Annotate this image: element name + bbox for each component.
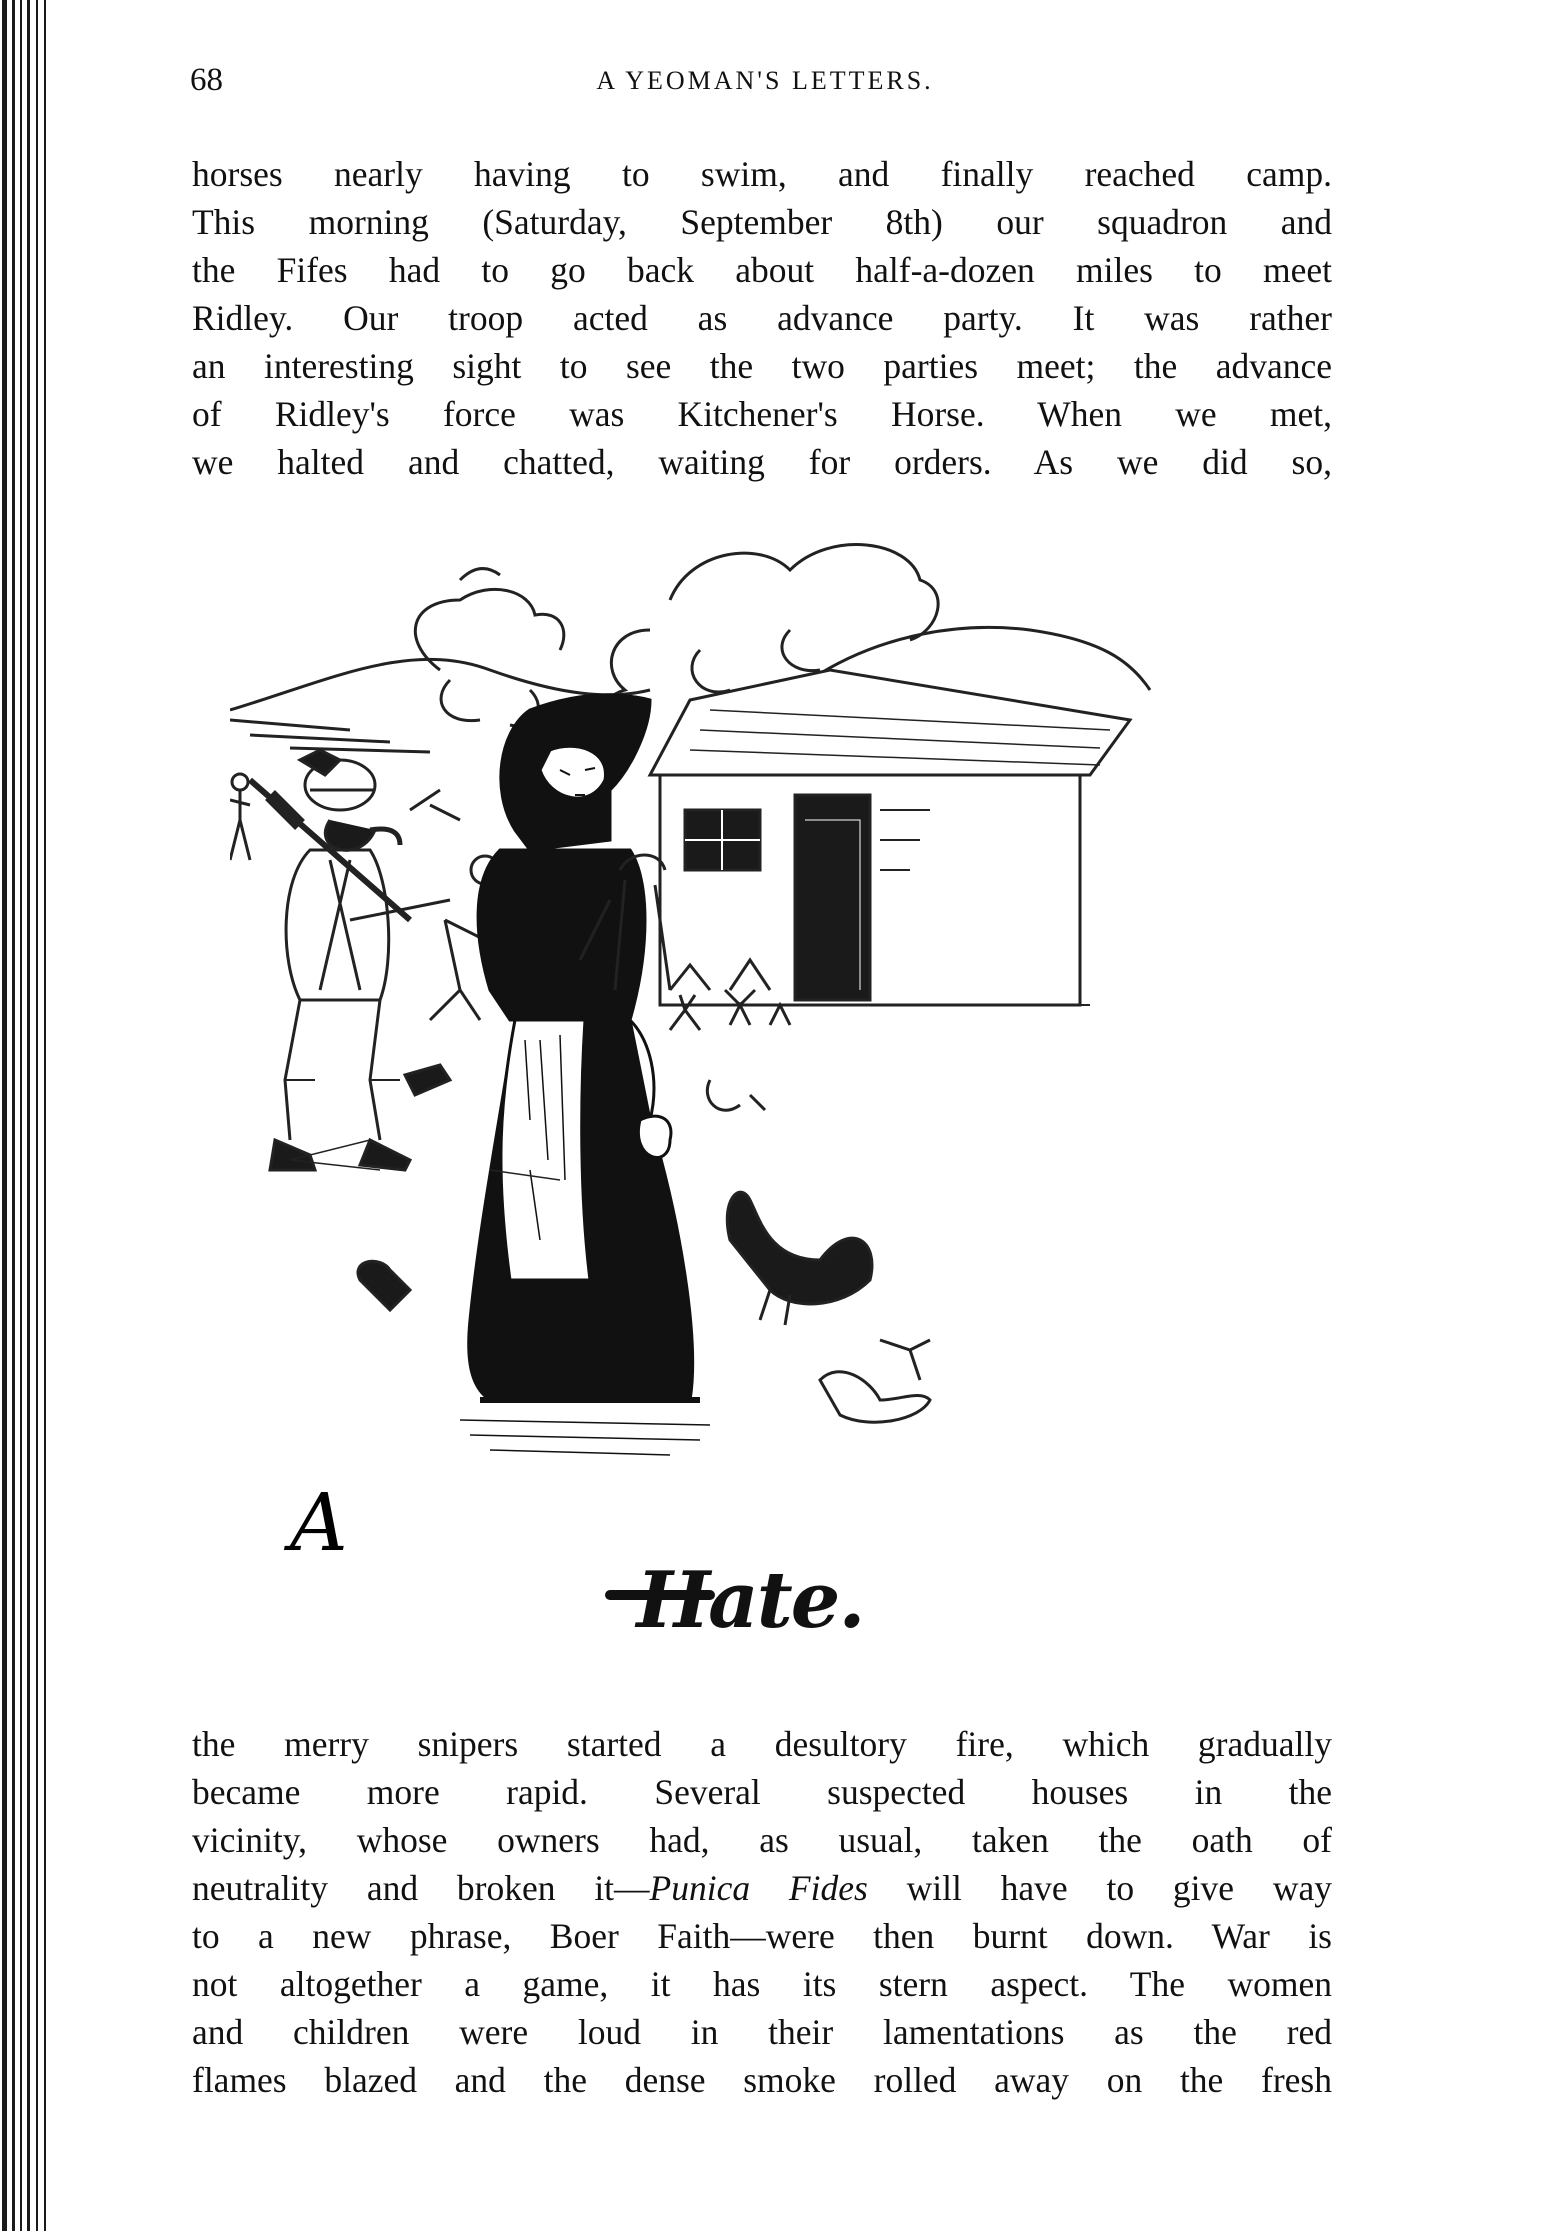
text-line: the merry snipers started a desultory fire, which gradually: [192, 1724, 1332, 1764]
text-line: to a new phrase, Boer Faith—were then burnt down. War is: [192, 1916, 1332, 1956]
page-header: [190, 62, 1340, 112]
illustration-hate: [230, 520, 1290, 1690]
paragraph-bottom: [192, 1720, 1332, 2104]
text-segment: neutrality and broken it—: [192, 1868, 650, 1908]
chickens-drawing: [727, 1192, 930, 1422]
artist-monogram: A: [290, 1476, 348, 1569]
farmhouse-drawing: [650, 670, 1130, 1005]
italic-phrase: Punica Fides: [649, 1868, 868, 1908]
text-line: vicinity, whose owners had, as usual, taken the oath of: [192, 1820, 1332, 1860]
text-segment: will have to give way: [867, 1868, 1332, 1908]
text-line: not altogether a game, it has its stern aspect. The women: [192, 1964, 1332, 2004]
text-line: and children were loud in their lamentations as the red: [192, 2012, 1332, 2052]
text-line: flames blazed and the dense smoke rolled away on the fresh: [192, 2060, 1332, 2100]
running-title: A YEOMAN'S LETTERS.: [596, 66, 934, 95]
text-line: an interesting sight to see the two parties meet; the advance: [192, 346, 1332, 386]
text-line: we halted and chatted, waiting for orders. As we did so,: [192, 442, 1332, 482]
text-line: the Fifes had to go back about half-a-dozen miles to meet: [192, 250, 1332, 290]
page-number: 68: [190, 62, 223, 98]
text-line: [192, 1864, 1332, 1912]
text-line: of Ridley's force was Kitchener's Horse. When we met,: [192, 394, 1332, 434]
book-binding-edge: [0, 0, 60, 2231]
text-line: horses nearly having to swim, and finally reached camp.: [192, 154, 1332, 194]
text-line: Ridley. Our troop acted as advance party. It was rather: [192, 298, 1332, 338]
paragraph-top: [192, 150, 1332, 486]
illustration-caption: Hate.: [636, 1555, 864, 1646]
soldier-figure-drawing: [250, 760, 450, 1170]
text-line: This morning (Saturday, September 8th) our squadron and: [192, 202, 1332, 242]
text-line: became more rapid. Several suspected houses in the: [192, 1772, 1332, 1812]
